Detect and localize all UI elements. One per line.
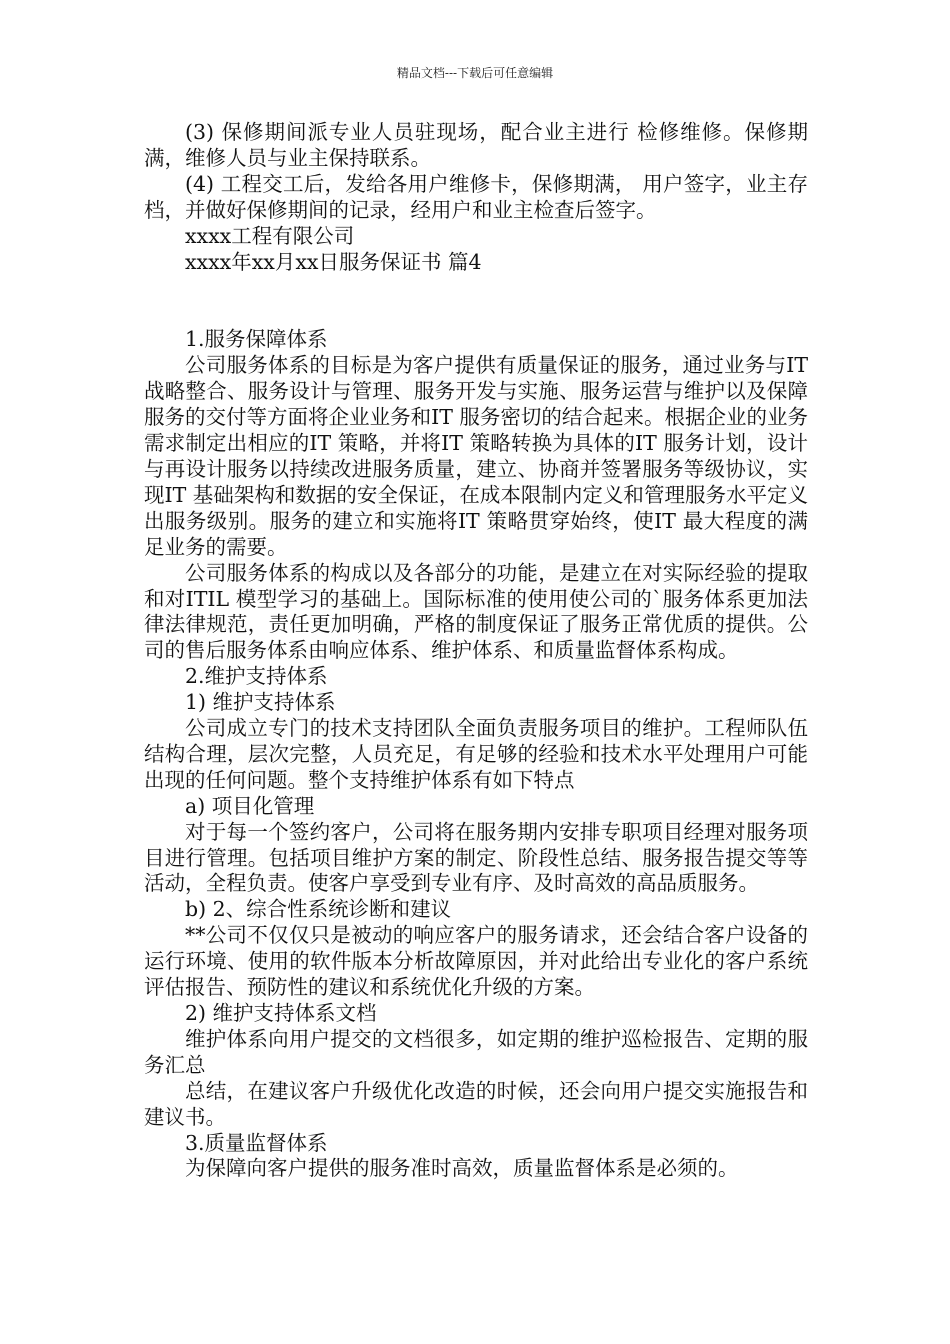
- paragraph: 2) 维护支持体系文档: [185, 1001, 377, 1025]
- paragraph: a) 项目化管理: [185, 793, 315, 818]
- paragraph: 1) 维护支持体系: [185, 690, 336, 715]
- paragraph: 公司服务体系的目标是为客户提供有质量保证的服务，通过业务与IT 战略整合、服务设计与管理、服务开发与实施、服务运营与维护以及保障服务的交付等方面将企业业务和IT 服务密切的结合起来。根据企业的业务需求制定出相应的IT 策略，并将IT 策略转换为具体的IT 服务计划，设计与再设计服务以持续改进服务质量，建立、协商并签署服务等级协议，实现IT 基础架构和数据的安全保证，在成本限制内定义和管理服务水平定义出服务级别。服务的建立和实施将IT 策略贯穿始终，使IT 最大程度的满足业务的需要。: [144, 353, 808, 559]
- paragraph: b) 2、综合性系统诊断和建议: [185, 897, 452, 922]
- paragraph: 维护体系向用户提交的文档很多，如定期的维护巡检报告、定期的服务汇总: [144, 1026, 808, 1077]
- paragraph: xxxx年xx月xx日服务保证书 篇4: [185, 249, 482, 274]
- document-body: [144, 120, 808, 1182]
- paragraph: 2.维护支持体系: [185, 664, 328, 689]
- paragraph: xxxx工程有限公司: [185, 223, 355, 248]
- paragraph: 对于每一个签约客户，公司将在服务期内安排专职项目经理对服务项目进行管理。包括项目维护方案的制定、阶段性总结、服务报告提交等等活动，全程负责。使客户享受到专业有序、及时高效的高品质服务。: [144, 819, 808, 896]
- paragraph: (3) 保修期间派专业人员驻现场，配合业主进行 检修维修。保修期满，维修人员与业主保持联系。: [144, 120, 808, 170]
- paragraph-spacer: [144, 275, 808, 327]
- paragraph: **公司不仅仅只是被动的响应客户的服务请求，还会结合客户设备的运行环境、使用的软件版本分析故障原因，并对此给出专业化的客户系统评估报告、预防性的建议和系统优化升级的方案。: [144, 923, 808, 1000]
- paragraph: 总结，在建议客户升级优化改造的时候，还会向用户提交实施报告和建议书。: [144, 1078, 808, 1129]
- paragraph: 3.质量监督体系: [185, 1130, 328, 1155]
- paragraph: 公司服务体系的构成以及各部分的功能，是建立在对实际经验的提取和对ITIL 模型学习的基础上。国际标准的使用使公司的`服务体系更加法律法律规范，责任更加明确，严格的制度保证了服务正常优质的提供。公司的售后服务体系由响应体系、维护体系、和质量监督体系构成。: [144, 560, 808, 663]
- paragraph: 1.服务保障体系: [185, 327, 328, 352]
- paragraph: 为保障向客户提供的服务准时高效，质量监督体系是必须的。: [185, 1156, 739, 1181]
- paragraph: (4) 工程交工后，发给各用户维修卡，保修期满， 用户签字，业主存档，并做好保修期间的记录，经用户和业主检查后签字。: [144, 171, 808, 222]
- page-header: 精品文档---下载后可任意编辑: [396, 66, 554, 80]
- paragraph: 公司成立专门的技术支持团队全面负责服务项目的维护。工程师队伍结构合理，层次完整，人员充足，有足够的经验和技术水平处理用户可能出现的任何问题。整个支持维护体系有如下特点: [144, 716, 808, 792]
